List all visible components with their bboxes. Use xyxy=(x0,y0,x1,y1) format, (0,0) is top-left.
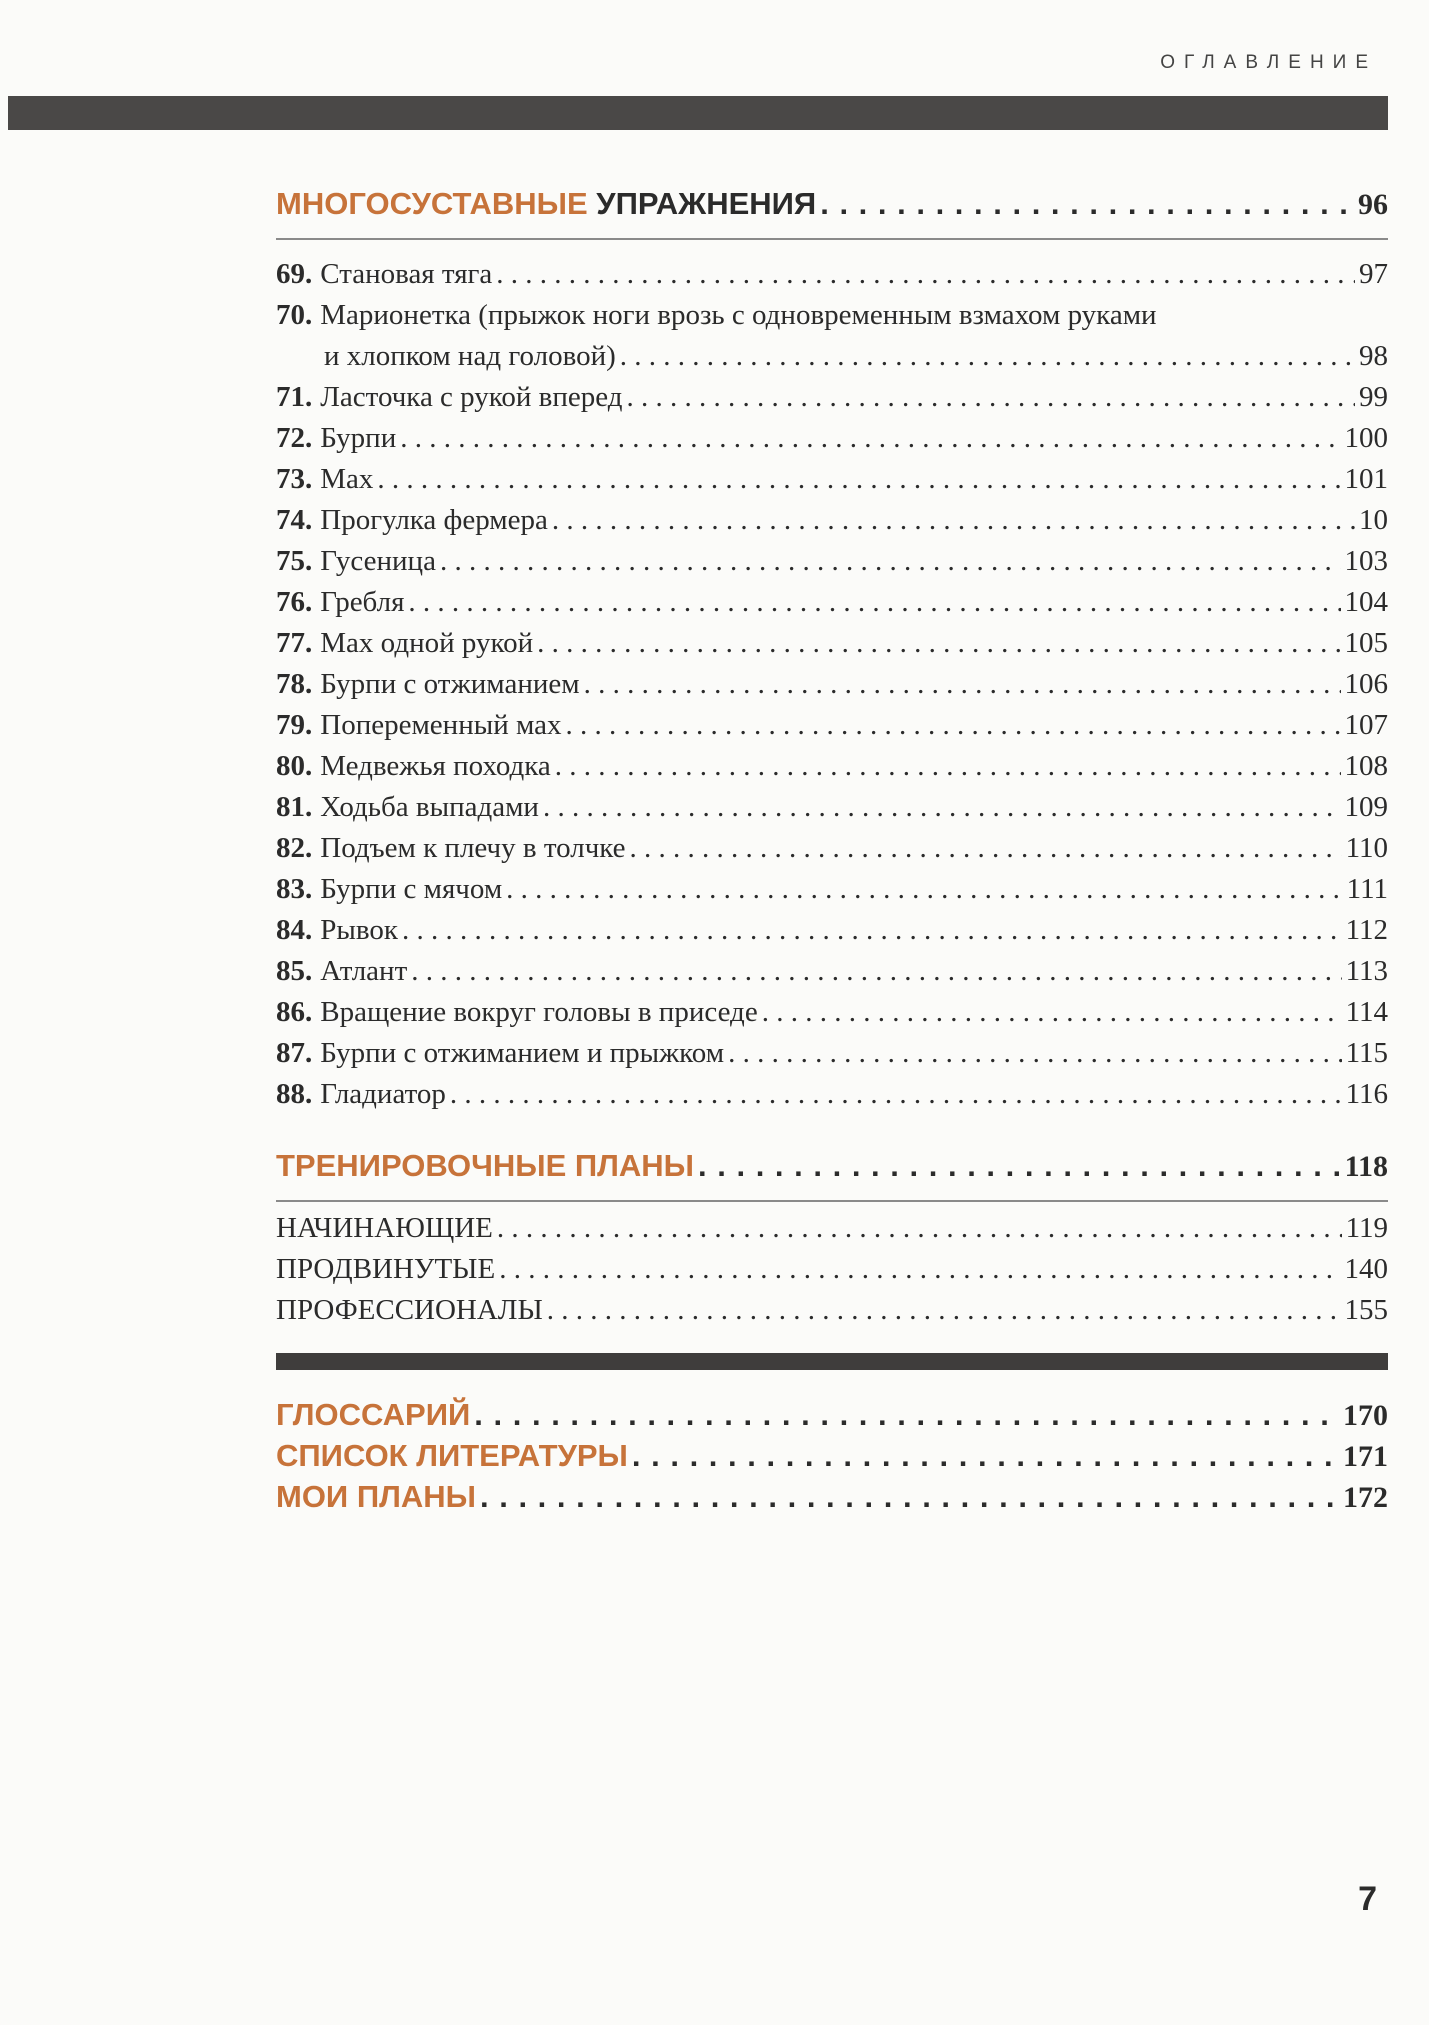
section-rule xyxy=(276,238,1388,240)
entry-title: Гребля xyxy=(320,586,405,618)
entry-page: 104 xyxy=(1344,586,1388,618)
entry-number: 77. xyxy=(276,627,313,659)
plan-title: ПРОФЕССИОНАЛЫ xyxy=(276,1294,543,1326)
leader-dots xyxy=(537,623,1340,664)
final-section-title: ГЛОССАРИЙ xyxy=(276,1397,471,1432)
plan-title: НАЧИНАЮЩИЕ xyxy=(276,1212,493,1244)
entry-title: Мах одной рукой xyxy=(320,627,534,659)
leader-dots xyxy=(411,951,1341,992)
entry-number: 75. xyxy=(276,545,313,577)
entry-page: 103 xyxy=(1344,545,1388,577)
final-section-title: СПИСОК ЛИТЕРАТУРЫ xyxy=(276,1438,628,1473)
entry-page: 98 xyxy=(1359,340,1388,372)
leader-dots xyxy=(499,1249,1340,1290)
entry-title: Подъем к плечу в толчке xyxy=(320,832,626,864)
leader-dots xyxy=(632,1435,1339,1476)
entry-number: 79. xyxy=(276,709,313,741)
entry-page: 97 xyxy=(1359,258,1388,290)
toc-entry[interactable] xyxy=(276,377,1388,418)
final-section-page: 171 xyxy=(1343,1440,1388,1473)
leader-dots xyxy=(543,787,1341,828)
entry-page: 110 xyxy=(1345,832,1388,864)
leader-dots xyxy=(377,459,1340,500)
leader-dots xyxy=(474,1394,1339,1435)
toc-entry[interactable] xyxy=(276,500,1388,541)
toc-entry[interactable] xyxy=(276,787,1388,828)
entry-page: 108 xyxy=(1344,750,1388,782)
plan-page: 119 xyxy=(1345,1212,1388,1244)
entry-title: Становая тяга xyxy=(320,258,493,290)
toc-entry[interactable] xyxy=(276,541,1388,582)
section-title-rest: УПРАЖНЕНИЯ xyxy=(596,186,817,221)
entry-number: 73. xyxy=(276,463,313,495)
entry-title: Ходьба выпадами xyxy=(320,791,539,823)
entry-number: 85. xyxy=(276,955,313,987)
entry-title: Марионетка (прыжок ноги врозь с одновременным взмахом руками xyxy=(320,299,1157,331)
plans-list xyxy=(276,1208,1388,1331)
entry-page: 116 xyxy=(1345,1078,1388,1110)
entry-title: Рывок xyxy=(320,914,398,946)
entry-title: Гладиатор xyxy=(320,1078,446,1110)
section-plans-heading[interactable] xyxy=(276,1148,1388,1184)
entry-title: Вращение вокруг головы в приседе xyxy=(320,996,758,1028)
leader-dots xyxy=(440,541,1341,582)
leader-dots xyxy=(497,1208,1342,1249)
toc-entry[interactable] xyxy=(276,418,1388,459)
final-section-page: 172 xyxy=(1343,1481,1388,1514)
section-page: 118 xyxy=(1344,1150,1388,1183)
leader-dots xyxy=(698,1148,1341,1184)
final-section-entry[interactable] xyxy=(276,1394,1388,1435)
toc-entry[interactable] xyxy=(276,951,1388,992)
leader-dots xyxy=(762,992,1342,1033)
entry-number: 70. xyxy=(276,299,313,331)
toc-entry-list xyxy=(276,254,1388,1115)
entry-title: Атлант xyxy=(320,955,408,987)
plan-title: ПРОДВИНУТЫЕ xyxy=(276,1253,496,1285)
plan-entry[interactable] xyxy=(276,1290,1388,1331)
entry-page: 107 xyxy=(1344,709,1388,741)
entry-title: Медвежья походка xyxy=(320,750,551,782)
plan-page: 155 xyxy=(1344,1294,1388,1326)
entry-page: 101 xyxy=(1344,463,1388,495)
entry-page: 106 xyxy=(1344,668,1388,700)
entry-number: 82. xyxy=(276,832,313,864)
entry-title: Гусеница xyxy=(320,545,436,577)
entry-page: 114 xyxy=(1345,996,1388,1028)
leader-dots xyxy=(728,1033,1342,1074)
toc-entry[interactable] xyxy=(276,910,1388,951)
entry-title-continuation: и хлопком над головой) xyxy=(324,340,616,372)
entry-page: 115 xyxy=(1345,1037,1388,1069)
entry-page: 112 xyxy=(1345,914,1388,946)
leader-dots xyxy=(630,828,1342,869)
toc-entry[interactable] xyxy=(276,1033,1388,1074)
final-section-page: 170 xyxy=(1343,1399,1388,1432)
section-page: 96 xyxy=(1358,188,1388,221)
section-compound-heading[interactable] xyxy=(276,186,1388,222)
plan-entry[interactable] xyxy=(276,1249,1388,1290)
page-number: 7 xyxy=(1358,1880,1377,1918)
entry-title: Ласточка с рукой вперед xyxy=(320,381,623,413)
entry-page: 113 xyxy=(1345,955,1388,987)
final-section-entry[interactable] xyxy=(276,1435,1388,1476)
toc-entry[interactable] xyxy=(276,992,1388,1033)
toc-entry[interactable] xyxy=(276,623,1388,664)
toc-entry[interactable] xyxy=(276,254,1388,295)
toc-entry[interactable] xyxy=(276,664,1388,705)
section-title-accent: МНОГОСУСТАВНЫЕ xyxy=(276,186,588,221)
entry-number: 86. xyxy=(276,996,313,1028)
entry-number: 87. xyxy=(276,1037,313,1069)
entry-number: 80. xyxy=(276,750,313,782)
plan-page: 140 xyxy=(1344,1253,1388,1285)
toc-entry[interactable] xyxy=(276,295,1388,336)
toc-entry[interactable] xyxy=(276,746,1388,787)
entry-page: 109 xyxy=(1344,791,1388,823)
leader-dots xyxy=(402,910,1342,951)
entry-title: Попеременный мах xyxy=(320,709,562,741)
entry-page: 100 xyxy=(1344,422,1388,454)
toc-entry[interactable] xyxy=(276,459,1388,500)
final-section-entry[interactable] xyxy=(276,1476,1388,1517)
entry-number: 81. xyxy=(276,791,313,823)
entry-page: 10 xyxy=(1359,504,1388,536)
toc-entry[interactable] xyxy=(276,1074,1388,1115)
entry-title: Бурпи с отжиманием xyxy=(320,668,580,700)
toc-entry-continuation[interactable] xyxy=(276,336,1388,377)
entry-title: Мах xyxy=(320,463,374,495)
plan-entry[interactable] xyxy=(276,1208,1388,1249)
entry-number: 78. xyxy=(276,668,313,700)
entry-page: 111 xyxy=(1346,873,1388,905)
leader-dots xyxy=(552,500,1355,541)
leader-dots xyxy=(450,1074,1342,1115)
entry-page: 99 xyxy=(1359,381,1388,413)
header-bar xyxy=(8,96,1388,130)
leader-dots xyxy=(400,418,1340,459)
entry-title: Прогулка фермера xyxy=(320,504,548,536)
leader-dots xyxy=(555,746,1341,787)
entry-page: 105 xyxy=(1344,627,1388,659)
entry-number: 72. xyxy=(276,422,313,454)
running-head: ОГЛАВЛЕНИЕ xyxy=(1160,52,1377,73)
toc-entry[interactable] xyxy=(276,705,1388,746)
entry-title: Бурпи с мячом xyxy=(320,873,503,905)
final-section-title: МОИ ПЛАНЫ xyxy=(276,1479,476,1514)
entry-number: 71. xyxy=(276,381,313,413)
entry-number: 74. xyxy=(276,504,313,536)
entry-number: 84. xyxy=(276,914,313,946)
toc-entry[interactable] xyxy=(276,828,1388,869)
entry-title: Бурпи с отжиманием и прыжком xyxy=(320,1037,725,1069)
toc-entry[interactable] xyxy=(276,869,1388,910)
entry-number: 83. xyxy=(276,873,313,905)
divider-bar xyxy=(276,1353,1388,1370)
section-title: ТРЕНИРОВОЧНЫЕ ПЛАНЫ xyxy=(276,1148,695,1183)
final-sections-list xyxy=(276,1394,1388,1517)
leader-dots xyxy=(496,254,1355,295)
entry-number: 69. xyxy=(276,258,313,290)
leader-dots xyxy=(627,377,1355,418)
leader-dots xyxy=(584,664,1341,705)
section-rule xyxy=(276,1200,1388,1202)
entry-title: Бурпи xyxy=(320,422,397,454)
leader-dots xyxy=(506,869,1342,910)
entry-number: 76. xyxy=(276,586,313,618)
leader-dots xyxy=(620,336,1355,377)
leader-dots xyxy=(408,582,1340,623)
toc-entry[interactable] xyxy=(276,582,1388,623)
entry-number: 88. xyxy=(276,1078,313,1110)
leader-dots xyxy=(547,1290,1341,1331)
leader-dots xyxy=(820,186,1354,222)
leader-dots xyxy=(480,1476,1339,1517)
leader-dots xyxy=(566,705,1341,746)
